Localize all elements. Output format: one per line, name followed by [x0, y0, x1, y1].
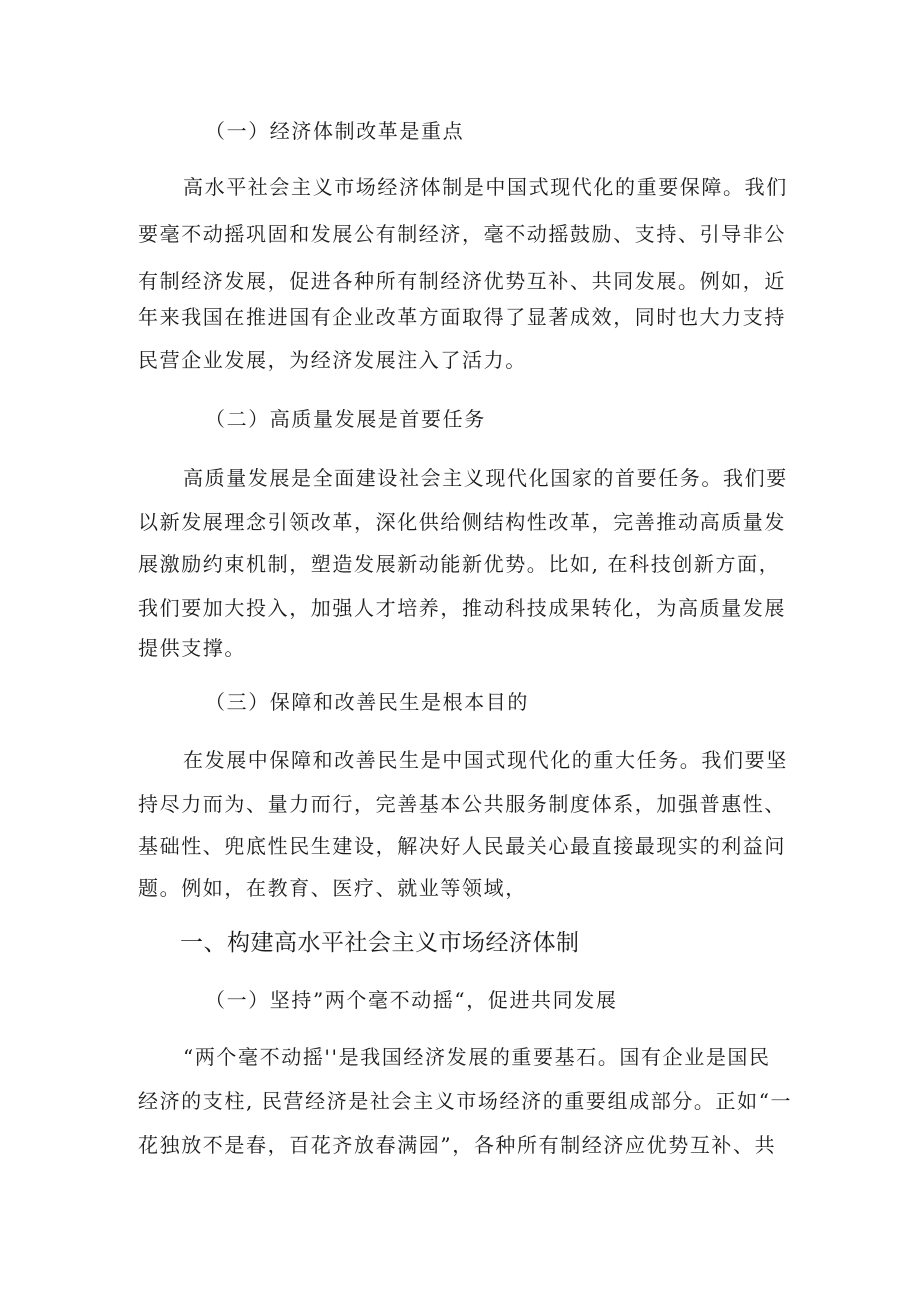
paragraph-line: 展激励约束机制，塑造发展新动能新优势。比如, 在科技创新方面， [138, 552, 781, 576]
paragraph-line: 题。例如，在教育、医疗、就业等领域， [138, 876, 527, 900]
paragraph-line: 民营企业发展，为经济发展注入了活力。 [138, 348, 527, 372]
paragraph-line: 基础性、兜底性民生建设，解决好人民最关心最直接最现实的利益问 [138, 834, 786, 858]
section-heading: （三）保障和改善民生是根本目的 [205, 690, 529, 714]
paragraph-line: 有制经济发展，促进各种所有制经济优势互补、共同发展。例如，近 [138, 269, 786, 293]
paragraph-line: 花独放不是春，百花齐放春满园”，各种所有制经济应优势互补、共 [138, 1133, 777, 1157]
paragraph-line: 年来我国在推进国有企业改革方面取得了显著成效，同时也大力支持 [138, 305, 786, 329]
paragraph-line: 持尽力而为、量力而行，完善基本公共服务制度体系，加强普惠性、 [138, 792, 786, 816]
paragraph-line: 提供支撑。 [138, 636, 246, 660]
paragraph-line: 高水平社会主义市场经济体制是中国式现代化的重要保障。我们 [183, 175, 788, 199]
section-heading: （一）经济体制改革是重点 [205, 119, 465, 143]
paragraph-line: 要毫不动摇巩固和发展公有制经济，毫不动摇鼓励、支持、引导非公 [138, 222, 786, 246]
section-heading: （二）高质量发展是首要任务 [205, 407, 486, 431]
paragraph-line: 高质量发展是全面建设社会主义现代化国家的首要任务。我们要 [183, 466, 788, 490]
part-heading: 一、构建高水平社会主义市场经济体制 [180, 930, 580, 956]
paragraph-line: 以新发展理念引领改革，深化供给侧结构性改革，完善推动高质量发 [138, 510, 786, 534]
paragraph-line: 我们要加大投入，加强人才培养，推动科技成果转化，为高质量发展 [138, 596, 786, 620]
paragraph-line: 经济的支柱, 民营经济是社会主义市场经济的重要组成部分。正如“一 [138, 1089, 793, 1113]
section-heading: （一）坚持”两个毫不动摇“，促进共同发展 [205, 988, 618, 1012]
paragraph-line: 在发展中保障和改善民生是中国式现代化的重大任务。我们要坚 [183, 748, 788, 772]
paragraph-line: “两个毫不动摇''是我国经济发展的重要基石。国有企业是国民 [183, 1045, 771, 1069]
